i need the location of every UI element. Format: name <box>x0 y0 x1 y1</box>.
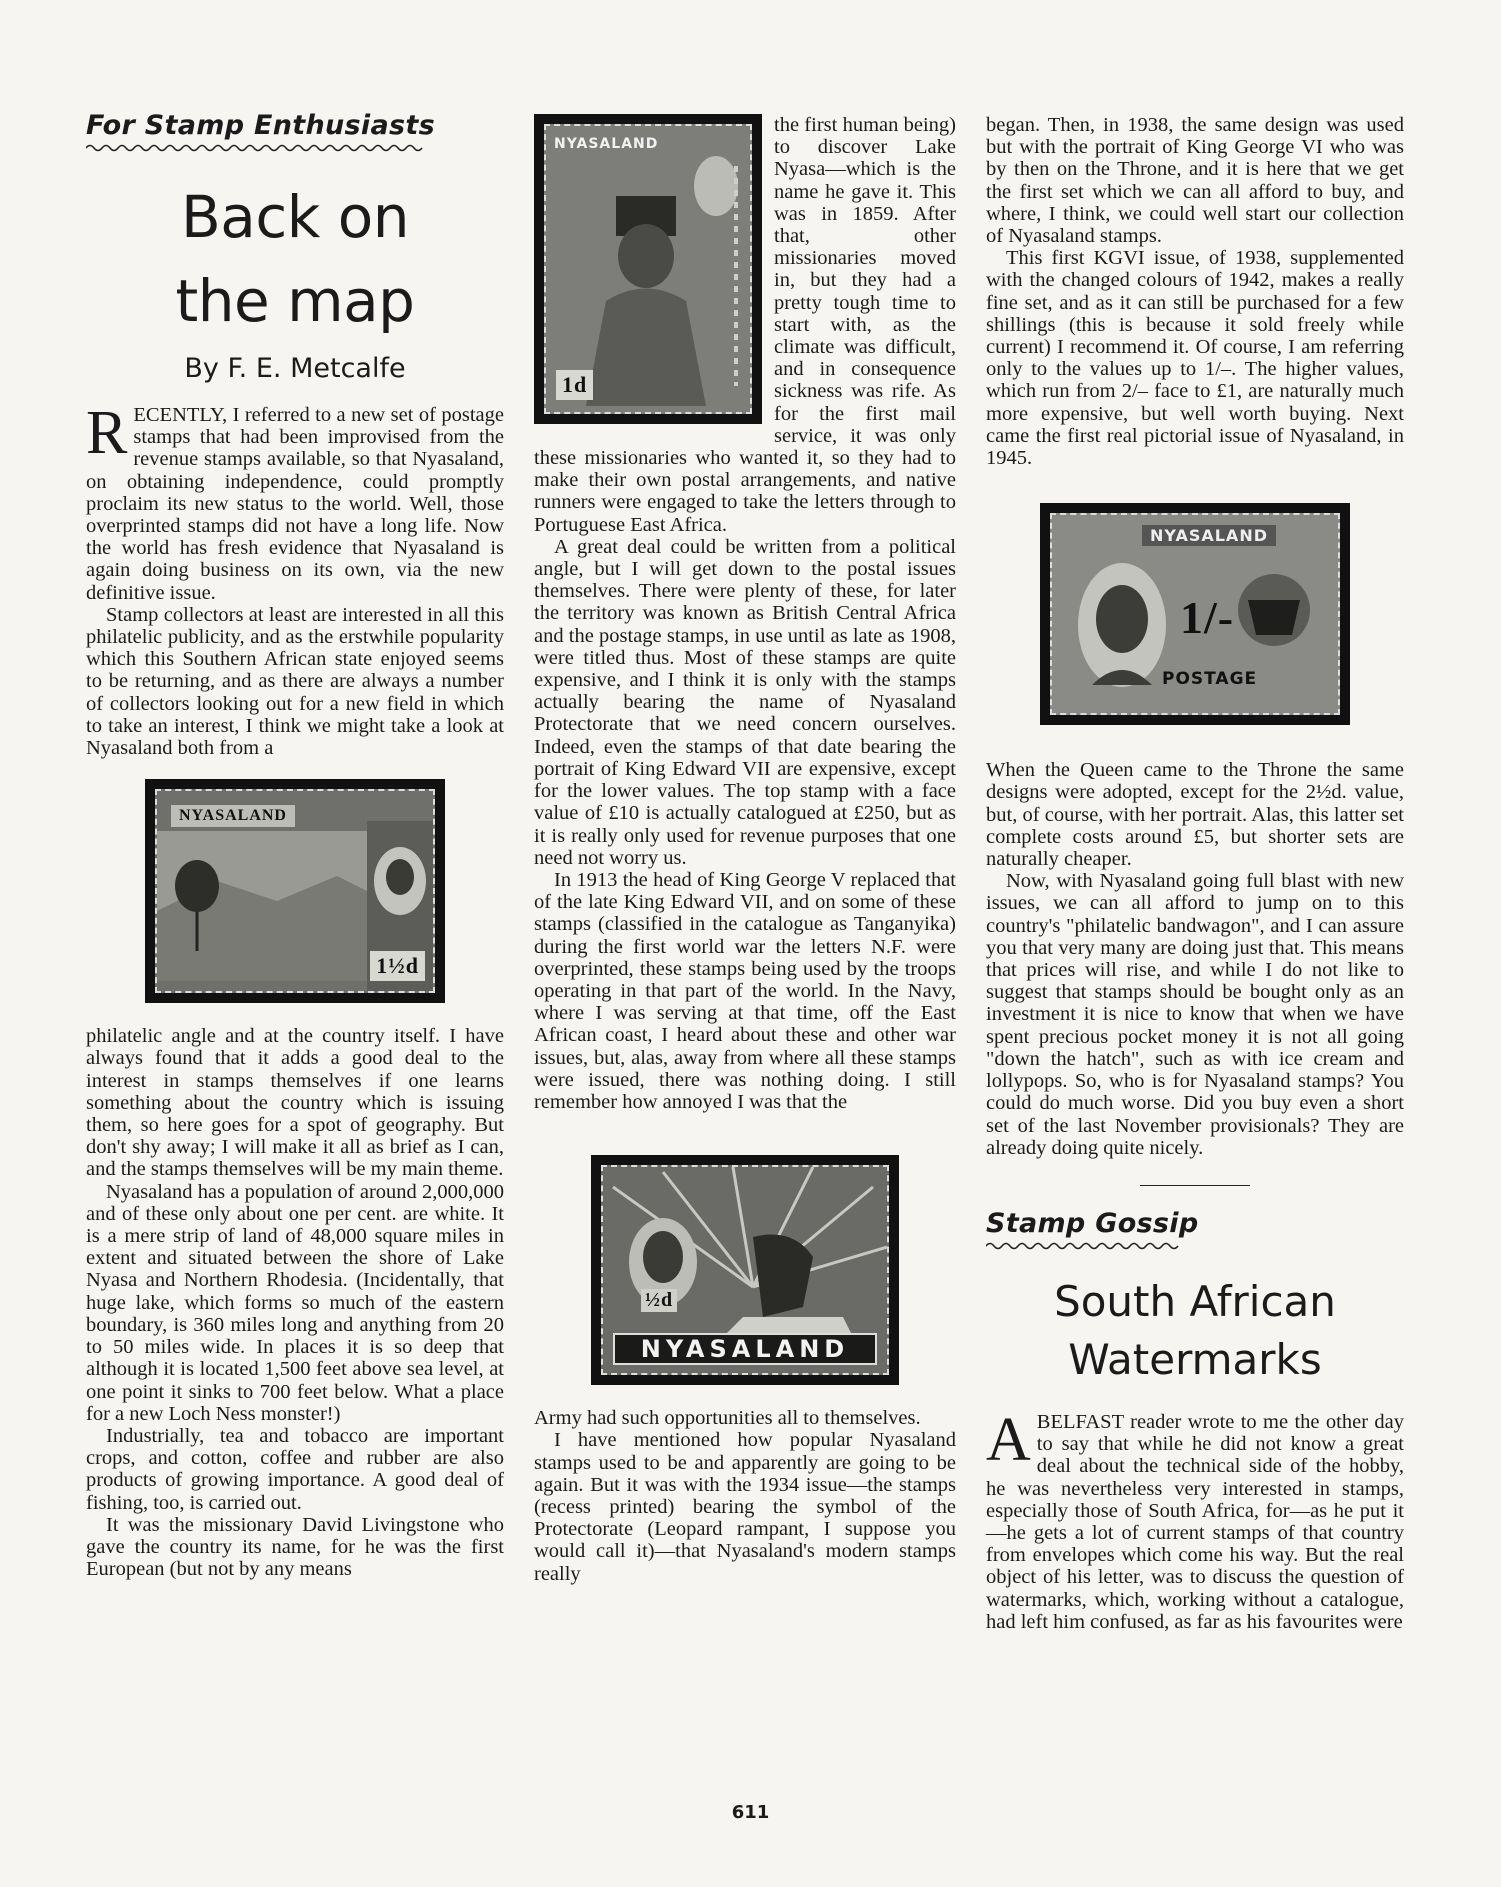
paragraph: RECENTLY, I referred to a new set of postage stamps that had been improvised from the revenue stamps available, so that Nyasaland, on obtaining independence, could promptly proclaim its new status to the world. Well, those overprinted stamps did not have a long life. Now the world has fresh evidence that Nyasaland is again doing business on its own, via the new definitive issue. <box>86 399 504 604</box>
stamp-value: ½d <box>641 1289 677 1312</box>
paragraph: Industrially, tea and tobacco are important crops, and cotton, coffee and rubber are also products of growing importance. A good deal of fishing, too, is carried out. <box>86 1424 504 1514</box>
paragraph: This first KGVI issue, of 1938, supplemented with the changed colours of 1942, makes a really fine set, and as it can still be purchased for a few shillings (this is because it sold freely while current) I recommend it. Of course, I am referring only to the values up to 1/–. The higher values, which run from 2/– face to £1, are naturally much more expensive, but well worth buying. Next came the first real pictorial issue of Nyasaland, in 1945. <box>986 247 1404 470</box>
paragraph: A great deal could be written from a political angle, but I will get down to the postal issues themselves. There were plenty of these, for later the territory was known as British Central Africa and the postage stamps, in use until as late as 1908, were titled thus. Most of these stamps are quite expensive, and I think it is only with the stamps actually bearing the name of Nyasaland Protectorate that we need concern ourselves. Indeed, even the stamps of that date bearing the portrait of King Edward VII are expensive, except for the lower values. The top stamp with a face value of £10 is actually catalogued at £250, but as it is really only used for revenue purposes that one need not worry us. <box>534 535 956 869</box>
paragraph: It was the missionary David Livingstone who gave the country its name, for he was the first European (but not by any means <box>86 1513 504 1581</box>
stamp-image-nyasaland-landscape <box>145 779 445 1003</box>
stamp-image-nyasaland-leopard <box>591 1155 899 1385</box>
paragraph: In 1913 the head of King George V replaced that of the late King Edward VII, and on some of these stamps (classified in the catalogue as Tanganyika) during the first world war the letters N.F. were overprinted, these stamps being used by the troops operating in that part of the world. In the Navy, where I was serving at that time, off the East African coast, I heard about these and other war issues, but, alas, away from where all these stamps were issued, there was nothing doing. I still remember how annoyed I was that the <box>534 868 956 1113</box>
paragraph: Stamp collectors at least are interested in all this philatelic publicity, and as the erstwhile popularity which this Southern African state enjoyed seems to be returning, and as there are always a number of collectors looking out for a new field in which to take an interest, I think we might take a look at Nyasaland both from a <box>86 603 504 760</box>
stamp-country: NYASALAND <box>1142 525 1276 546</box>
byline: By F. E. Metcalfe <box>184 353 406 384</box>
paragraph: Army had such opportunities all to themselves. <box>534 1407 921 1430</box>
article-title: Back on the map <box>175 183 415 335</box>
paragraph: Nyasaland has a population of around 2,000,000 and of these only about one per cent. are white. It is a mere strip of land of 48,000 square miles in extent and situated between the shore of Lake Nyasa and Northern Rhodesia. (Incidentally, that huge lake, which forms so much of the eastern boundary, is 360 miles long and anything from 20 to 50 miles wide. In places it is so deep that although it is located 1,500 feet above sea level, at one point it sinks to 700 feet below. What a place for a new Loch Ness monster!) <box>86 1180 504 1425</box>
stamp-image-nyasaland-queen <box>1040 503 1350 725</box>
page-number: 611 <box>731 1802 770 1823</box>
column-3 <box>986 114 1404 1633</box>
column-2 <box>534 114 956 1585</box>
section-tag: For Stamp Enthusiasts <box>86 110 435 141</box>
squiggle-rule <box>86 143 426 153</box>
paragraph: ABELFAST reader wrote to me the other day to say that while he did not know a great deal about the technical side of the hobby, he was nevertheless very interested in stamps, especially those of South Africa, for—as he put it—he gets a lot of current stamps of that country from envelopes which come his way. But the real object of his letter, was to discuss the question of watermarks, which, working without a catalogue, had left him confused, as far as his favourites were <box>986 1405 1404 1633</box>
stamp-image-nyasaland-portrait <box>534 114 762 424</box>
drop-cap: A <box>986 1405 1031 1474</box>
squiggle-rule <box>986 1241 1186 1251</box>
paragraph: began. Then, in 1938, the same design was used but with the portrait of King George VI who was by then on the Throne, and it is here that we get the first set which we can all afford to buy, and where, I think, we could well start our collection of Nyasaland stamps. <box>986 114 1404 248</box>
stamp-caption: POSTAGE <box>1162 669 1258 690</box>
article-title: South African Watermarks <box>1054 1276 1336 1384</box>
stamp-country: NYASALAND <box>171 805 295 827</box>
stamp-value: 1d <box>556 370 593 400</box>
paragraph: philatelic angle and at the country itself. I have always found that it adds a good deal to the interest in stamps themselves if one learns something about the country which is issuing them, so here goes for a spot of geography. But don't shy away; I will make it all as brief as I can, and the stamps themselves will be my main theme. <box>86 1025 504 1181</box>
stamp-value: 1/- <box>1180 592 1235 644</box>
stamp-country: NYASALAND <box>613 1333 877 1365</box>
section-tag: Stamp Gossip <box>986 1207 1199 1239</box>
paragraph: the first human being) to discover Lake Nyasa—which is the name he gave it. This was in 1859. After that, other missionaries moved in, but they had a pretty tough time to start with, as the climate was difficult, and in consequence sickness was rife. As for the first mail service, it was only these missionaries who wanted it, so they had to make their own postal arrangements, and native runners were engaged to take the letters through to Portuguese East Africa. <box>534 114 956 536</box>
column-1 <box>86 110 504 1580</box>
divider <box>1140 1185 1250 1186</box>
drop-cap: R <box>86 399 128 467</box>
stamp-country: NYASALAND <box>554 136 659 152</box>
stamp-value: 1½d <box>370 951 425 981</box>
paragraph: I have mentioned how popular Nyasaland stamps used to be and apparently are going to be again. But it was with the 1934 issue—the stamps (recess printed) bearing the symbol of the Protectorate (Leopard rampant, I suppose you would call it)—that Nyasaland's modern stamps really <box>534 1429 956 1585</box>
paragraph: When the Queen came to the Throne the same designs were adopted, except for the 2½d. value, but, of course, with her portrait. Alas, this latter set complete costs around £5, but shorter sets are naturally cheaper. <box>986 759 1404 871</box>
paragraph: Now, with Nyasaland going full blast with new issues, we can all afford to jump on to this country's "philatelic bandwagon", and I can assure you that very many are doing just that. This means that prices will rise, and while I do not like to suggest that stamps should be bought only as an investment it is nice to know that when we have spent precious pocket money it is not all going "down the hatch", such as with ice cream and lollypops. So, who is for Nyasaland stamps? You could do much worse. Did you buy even a short set of the last November provisionals? They are already doing quite nicely. <box>986 870 1404 1159</box>
